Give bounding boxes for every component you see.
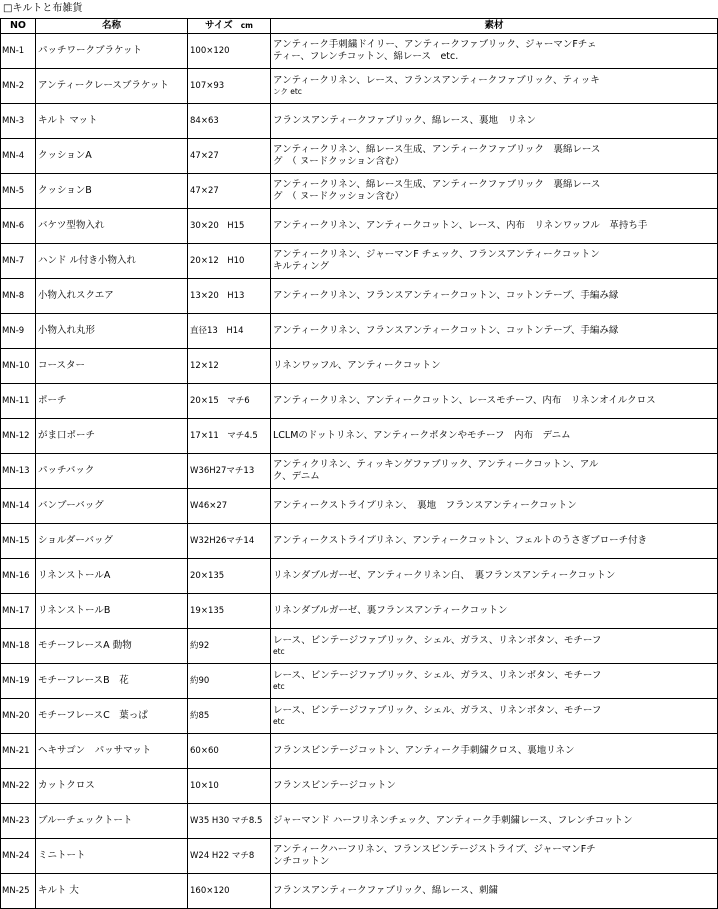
table-row	[1, 419, 718, 454]
item-name: コースター	[36, 349, 188, 384]
item-material	[271, 139, 718, 174]
item-size: 約85	[188, 699, 271, 734]
item-material	[271, 524, 718, 559]
item-number: MN-10	[1, 349, 36, 384]
table-row	[1, 244, 718, 279]
product-table	[0, 18, 718, 909]
item-material	[271, 664, 718, 699]
material-line: グ （ ヌードクッション含む）	[273, 191, 404, 202]
table-row	[1, 839, 718, 874]
item-material	[271, 314, 718, 349]
material-line: アンティークリネン、フランスアンティークコットン、コットンテープ、手編み縁	[273, 325, 619, 336]
item-name: リネンストールA	[36, 559, 188, 594]
item-material	[271, 244, 718, 279]
item-size: 19×135	[188, 594, 271, 629]
item-name: クッションB	[36, 174, 188, 209]
item-name: キルト 大	[36, 874, 188, 909]
item-name: カットクロス	[36, 769, 188, 804]
item-name: ミニトート	[36, 839, 188, 874]
item-number: MN-23	[1, 804, 36, 839]
item-material	[271, 384, 718, 419]
item-material	[271, 174, 718, 209]
item-number: MN-12	[1, 419, 36, 454]
material-line: ク、デニム	[273, 471, 320, 482]
header-size-label: サイズ	[204, 20, 233, 31]
item-number: MN-21	[1, 734, 36, 769]
item-name: 小物入れスクエア	[36, 279, 188, 314]
table-row	[1, 314, 718, 349]
item-size: 13×20 H13	[188, 279, 271, 314]
table-row	[1, 664, 718, 699]
item-number: MN-17	[1, 594, 36, 629]
item-number: MN-5	[1, 174, 36, 209]
item-name: ハンド ル付き小物入れ	[36, 244, 188, 279]
material-line: アンティーク手刺繍ドイリー、アンティークファブリック、ジャーマンFチェ	[273, 39, 597, 50]
item-material	[271, 839, 718, 874]
material-line: アンティークリネン、アンティークコットン、レースモチーフ、内布 リネンオイルクロス	[273, 395, 656, 406]
table-row	[1, 349, 718, 384]
material-line: フランスビンテージコットン	[273, 780, 396, 791]
item-material	[271, 419, 718, 454]
material-line: アンティークリネン、レース、フランスアンティークファブリック、ティッキ	[273, 75, 600, 86]
item-size: 47×27	[188, 139, 271, 174]
table-row	[1, 559, 718, 594]
material-line: アンティークリネン、綿レース生成、アンティークファブリック 裏綿レース	[273, 179, 601, 190]
material-line: リネンダブルガーゼ、裏フランスアンティークコットン	[273, 605, 508, 616]
table-header-row	[1, 19, 718, 34]
item-material	[271, 69, 718, 104]
document-title: □キルトと布雑貨	[3, 3, 83, 14]
material-line: etc	[273, 647, 285, 656]
item-name: パッチワークブラケット	[36, 34, 188, 69]
item-size: 60×60	[188, 734, 271, 769]
item-number: MN-11	[1, 384, 36, 419]
item-size: 84×63	[188, 104, 271, 139]
item-material	[271, 279, 718, 314]
table-row	[1, 804, 718, 839]
item-size: 100×120	[188, 34, 271, 69]
item-material	[271, 804, 718, 839]
item-size: 30×20 H15	[188, 209, 271, 244]
item-number: MN-16	[1, 559, 36, 594]
item-number: MN-22	[1, 769, 36, 804]
item-number: MN-18	[1, 629, 36, 664]
item-material	[271, 874, 718, 909]
item-number: MN-7	[1, 244, 36, 279]
item-number: MN-24	[1, 839, 36, 874]
material-line: LCLMのドットリネン、アンティークボタンやモチーフ 内布 デニム	[273, 430, 571, 441]
item-name: ヘキサゴン パッサマット	[36, 734, 188, 769]
item-name: モチーフレースB 花	[36, 664, 188, 699]
material-line: ティー、フレンチコットン、綿レース etc.	[273, 51, 459, 62]
item-number: MN-2	[1, 69, 36, 104]
item-size: 約92	[188, 629, 271, 664]
item-name: モチーフレースA 動物	[36, 629, 188, 664]
header-no: NO	[1, 19, 36, 34]
item-number: MN-14	[1, 489, 36, 524]
material-line: フランスアンティークファブリック、綿レース、刺繍	[273, 885, 499, 896]
table-row	[1, 384, 718, 419]
item-number: MN-8	[1, 279, 36, 314]
item-name: クッションA	[36, 139, 188, 174]
header-name: 名称	[36, 19, 188, 34]
material-line: レース、ビンテージファブリック、シェル、ガラス、リネンボタン、モチーフ	[273, 670, 602, 681]
header-size-unit: cm	[240, 21, 253, 30]
table-row	[1, 34, 718, 69]
item-size: W46×27	[188, 489, 271, 524]
material-line: アンティークハーフリネン、フランスビンテージストライプ、ジャーマンFチ	[273, 844, 596, 855]
item-name: バケツ型物入れ	[36, 209, 188, 244]
material-line: etc	[273, 682, 285, 691]
item-name: アンティークレースブラケット	[36, 69, 188, 104]
item-material	[271, 769, 718, 804]
material-line: アンティークリネン、アンティークコットン、レース、内布 リネンワッフル 革持ち手	[273, 220, 648, 231]
item-size: 107×93	[188, 69, 271, 104]
material-line: アンティークリネン、フランスアンティークコットン、コットンテープ、手編み縁	[273, 290, 619, 301]
material-line: アンティークリネン、ジャーマンF チェック、フランスアンティークコットン	[273, 249, 600, 260]
item-name: ブルーチェックトート	[36, 804, 188, 839]
item-size: 20×15 マチ6	[188, 384, 271, 419]
table-row	[1, 874, 718, 909]
item-size: W24 H22 マチ8	[188, 839, 271, 874]
item-number: MN-1	[1, 34, 36, 69]
material-line: アンティークストライプリネン、 裏地 フランスアンティークコットン	[273, 500, 577, 511]
material-line: ンク etc	[273, 87, 302, 96]
material-line: キルティング	[273, 261, 329, 272]
table-row	[1, 524, 718, 559]
table-row	[1, 699, 718, 734]
item-size: 10×10	[188, 769, 271, 804]
item-number: MN-13	[1, 454, 36, 489]
material-line: レース、ビンテージファブリック、シェル、ガラス、リネンボタン、モチーフ	[273, 705, 602, 716]
item-name: キルト マット	[36, 104, 188, 139]
item-number: MN-6	[1, 209, 36, 244]
item-name: ショルダーバッグ	[36, 524, 188, 559]
material-line: アンティークリネン、綿レース生成、アンティークファブリック 裏綿レース	[273, 144, 601, 155]
material-line: etc	[273, 717, 285, 726]
item-name: パッチバック	[36, 454, 188, 489]
item-number: MN-25	[1, 874, 36, 909]
material-line: ジャーマンド ハーフリネンチェック、アンティーク手刺繍レース、フレンチコットン	[273, 815, 633, 826]
table-row	[1, 174, 718, 209]
item-material	[271, 209, 718, 244]
header-size	[188, 19, 271, 34]
table-row	[1, 279, 718, 314]
item-name: がま口ポーチ	[36, 419, 188, 454]
table-row	[1, 104, 718, 139]
header-material: 素材	[271, 19, 718, 34]
table-row	[1, 454, 718, 489]
item-size: 20×12 H10	[188, 244, 271, 279]
item-material	[271, 734, 718, 769]
material-line: リネンワッフル、アンティークコットン	[273, 360, 441, 371]
item-material	[271, 699, 718, 734]
item-material	[271, 594, 718, 629]
item-number: MN-9	[1, 314, 36, 349]
table-row	[1, 734, 718, 769]
table-row	[1, 594, 718, 629]
item-name: モチーフレースC 葉っぱ	[36, 699, 188, 734]
table-row	[1, 209, 718, 244]
item-size: 12×12	[188, 349, 271, 384]
item-material	[271, 559, 718, 594]
item-number: MN-20	[1, 699, 36, 734]
material-line: アンティクリネン、ティッキングファブリック、アンティークコットン、アル	[273, 459, 599, 470]
item-material	[271, 629, 718, 664]
item-size: 20×135	[188, 559, 271, 594]
material-line: フランスアンティークファブリック、綿レース、裏地 リネン	[273, 115, 536, 126]
table-row	[1, 489, 718, 524]
item-size: W35 H30 マチ8.5	[188, 804, 271, 839]
item-name: ポーチ	[36, 384, 188, 419]
material-line: ンチコットン	[273, 856, 330, 867]
item-size: 約90	[188, 664, 271, 699]
table-row	[1, 769, 718, 804]
item-name: リネンストールB	[36, 594, 188, 629]
item-number: MN-19	[1, 664, 36, 699]
material-line: アンティークストライプリネン、アンティークコットン、フェルトのうさぎブローチ付き	[273, 535, 648, 546]
material-line: グ （ ヌードクッション含む）	[273, 156, 404, 167]
item-name: 小物入れ丸形	[36, 314, 188, 349]
item-number: MN-4	[1, 139, 36, 174]
item-material	[271, 104, 718, 139]
material-line: フランスビンテージコットン、アンティーク手刺繍クロス、裏地リネン	[273, 745, 575, 756]
material-line: レース、ビンテージファブリック、シェル、ガラス、リネンボタン、モチーフ	[273, 635, 602, 646]
item-size: 直径13 H14	[188, 314, 271, 349]
item-size: 160×120	[188, 874, 271, 909]
table-body	[1, 34, 718, 909]
table-row	[1, 139, 718, 174]
item-material	[271, 349, 718, 384]
item-size: 47×27	[188, 174, 271, 209]
table-row	[1, 629, 718, 664]
item-size: 17×11 マチ4.5	[188, 419, 271, 454]
item-number: MN-3	[1, 104, 36, 139]
item-number: MN-15	[1, 524, 36, 559]
item-name: バンブーバッグ	[36, 489, 188, 524]
table-row	[1, 69, 718, 104]
item-size: W32H26マチ14	[188, 524, 271, 559]
item-size: W36H27マチ13	[188, 454, 271, 489]
item-material	[271, 454, 718, 489]
item-material	[271, 34, 718, 69]
material-line: リネンダブルガーゼ、アンティークリネン白、 裏フランスアンティークコットン	[273, 570, 616, 581]
item-material	[271, 489, 718, 524]
